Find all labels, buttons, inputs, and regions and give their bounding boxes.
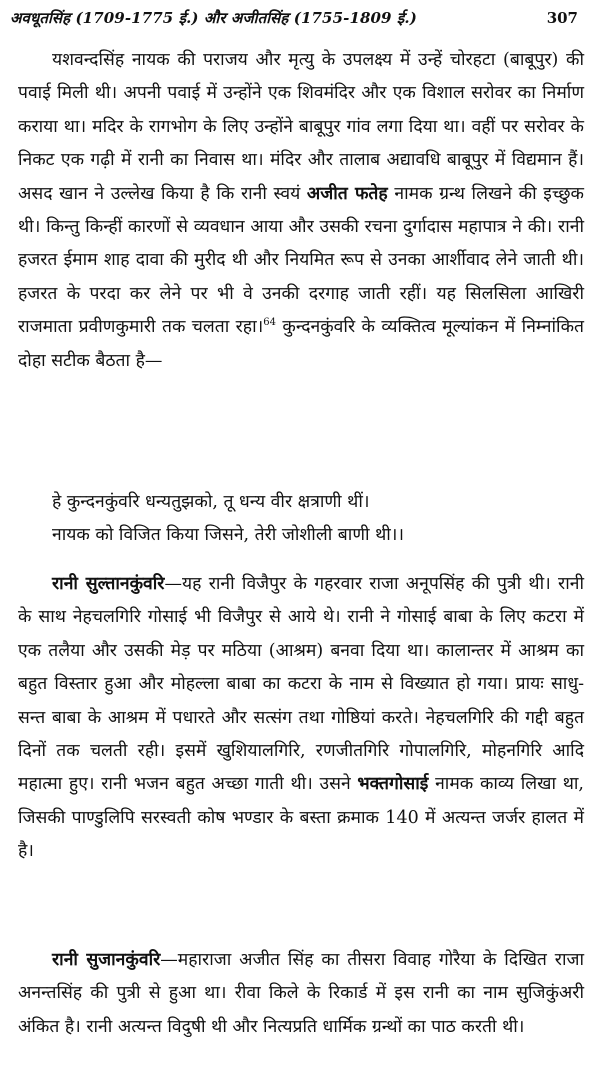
- paragraph-body: [18, 944, 584, 1044]
- paragraph-text: कुन्दनकुंवरि के व्यक्तित्व मूल्यांकन में निम्नांकित दोहा सटीक बैठता है—: [18, 317, 584, 371]
- footnote-reference: 64: [263, 317, 276, 329]
- book-title-ajeet-fateh: अजीत फतेह: [306, 183, 388, 204]
- section-heading: रानी सुजानकुंवरि: [52, 950, 161, 970]
- paragraph-text: यशवन्दसिंह नायक की पराजय और मृत्यु के उपलक्ष्य में उन्हें चोरहटा (बाबूपुर) की पवाई मिली थी। अपनी पवाई में उन्होंने एक शिवमंदिर और एक विशाल सरोवर का निर्माण कराया था। मदिर के रागभोग के लिए उन्होंने बाबूपुर गांव लगा दिया था। वहीं पर सरोवर के निकट एक गढ़ी में रानी का निवास था। मंदिर और तालाब अद्यावधि बाबूपुर में विद्यमान हैं। असद खान ने उल्लेख किया है कि रानी स्वयं: [18, 50, 584, 204]
- page-number: 307: [546, 9, 578, 27]
- paragraph-text: नामक काव्य लिखा था, जिसकी पाण्डुलिपि सरस्वती कोष भण्डार के बस्ता क्रमाक 140 में अत्यन्त जर्जर हालत में है।: [18, 774, 584, 862]
- running-head-title: अवधूतसिंह (1709-1775 ई.) और अजीतसिंह (1755-1809 ई.): [10, 9, 417, 27]
- paragraph-text: नामक ग्रन्थ लिखने की इच्छुक थी। किन्तु किन्हीं कारणों से व्यवधान आया और उसकी रचना दुर्गादास महापात्र ने की। रानी हजरत ईमाम शाह दावा की मुरीद थी और नियमित रूप से उनका आर्शीवाद लेने जाती थी। हजरत के परदा कर लेने पर भी वे उनकी दरगाह जाती रहीं। यह सिलसिला आखिरी राजमाता प्रवीणकुमारी तक चलता रहा।: [18, 183, 584, 338]
- paragraph-text: —यह रानी विजैपुर के गहरवार राजा अनूपसिंह की पुत्री थी। रानी के साथ नेहचलगिरि गोसाई भी विजैपुर से आये थे। रानी ने गोसाई बाबा के लिए कटरा में एक तलैया और उसकी मेड़ पर मठिया (आश्रम) बनवा दिया था। कालान्तर में आश्रम का बहुत विस्तार हुआ और मोहल्ला बाबा का कटरा के नाम से विख्यात हो गया। प्रायः साधु-सन्त बाबा के आश्रम में पधारते और सत्संग तथा गोष्ठियां करते। नेहचलगिरि की गद्दी बहुत दिनों तक चलती रही। इसमें खुशियालगिरि, रणजीतगिरि गोपालगिरि, मोहनगिरि आदि महात्मा हुए। रानी भजन बहुत अच्छा गाती थी। उसने: [18, 574, 584, 795]
- paragraph-body: [18, 568, 584, 869]
- verse-line-1: हे कुन्दनकुंवरि धन्यतुझको, तू धन्य वीर क्षत्राणी थीं।: [52, 492, 370, 512]
- paragraph-sultan-kunwari: [18, 568, 584, 869]
- paragraph-sujan-kunwari: [18, 944, 584, 1044]
- section-heading: रानी सुल्तानकुंवरि: [52, 574, 165, 594]
- running-head: [10, 8, 578, 34]
- paragraph-text: —महाराजा अजीत सिंह का तीसरा विवाह गोरैया के दिखित राजा अनन्तसिंह की पुत्री से हुआ था। रीवा किले के रिकार्ड में इस रानी का नाम सुजिकुंअरी अंकित है। रानी अत्यन्त विदुषी थी और नित्यप्रति धार्मिक ग्रन्थों का पाठ करती थी।: [18, 950, 584, 1037]
- paragraph-yashwand-singh: [18, 44, 584, 378]
- doha-verse: [52, 486, 584, 552]
- verse-line-2: नायक को विजित किया जिसने, तेरी जोशीली बाणी थी।।: [52, 525, 405, 545]
- paragraph-body: [18, 44, 584, 378]
- book-title-bhakt-gosai: भक्तगोसाई: [357, 774, 429, 795]
